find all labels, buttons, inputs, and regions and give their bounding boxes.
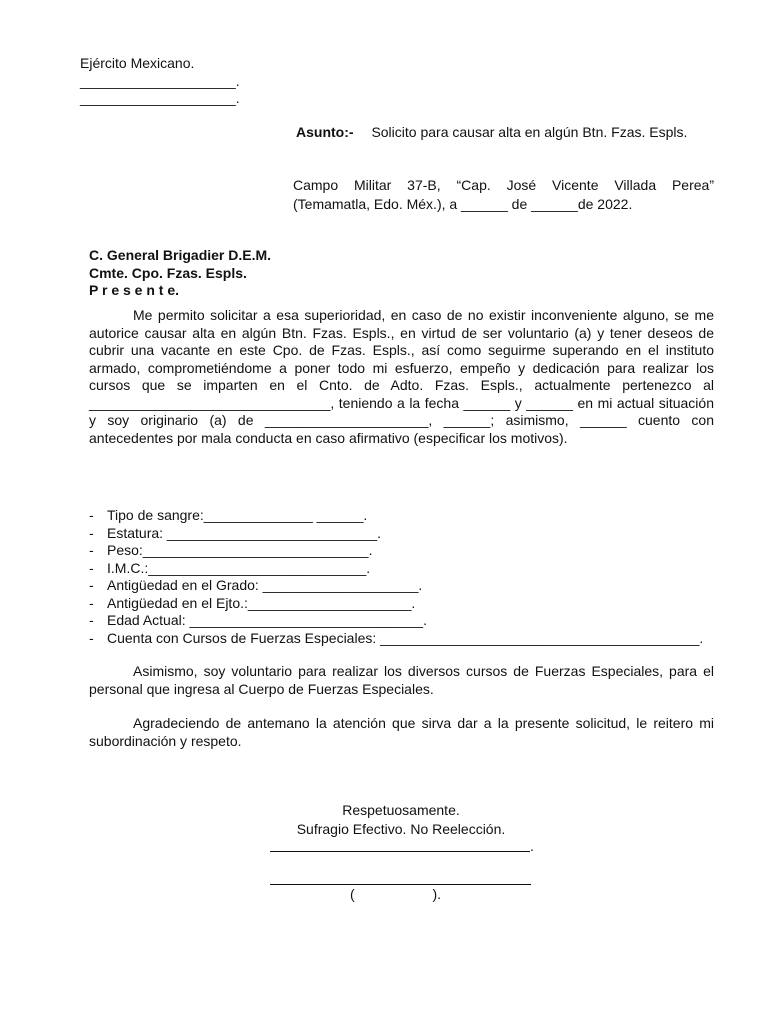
subject-text: Solicito para causar alta en algún Btn. Fzas. Espls. <box>371 124 688 140</box>
addressee-rank: C. General Brigadier D.E.M. <box>89 247 272 263</box>
closing-motto: Sufragio Efectivo. No Reelección. <box>296 821 506 837</box>
list-bullet: - <box>89 559 94 576</box>
addressee-unit: Cmte. Cpo. Fzas. Espls. <box>89 264 247 281</box>
org-name: Ejército Mexicano. <box>80 55 195 71</box>
field-text: Edad Actual: ______________________________. <box>107 612 427 628</box>
subject-line <box>296 124 687 140</box>
name-parentheses: ( ). <box>350 886 442 902</box>
list-bullet: - <box>89 612 94 628</box>
field-item-age <box>89 612 703 630</box>
signature-line-period: . <box>530 838 534 854</box>
list-bullet: - <box>89 542 94 558</box>
field-item-army-seniority <box>89 595 703 613</box>
body-paragraph-3: Agradeciendo de antemano la atención que sirva dar a la presente solicitud, le reitero mi subordinación y respeto. <box>89 715 714 749</box>
list-bullet: - <box>89 577 94 593</box>
field-text: Antigüedad en el Grado: ____________________. <box>107 577 423 593</box>
header-blank-line-1: ____________________. <box>80 72 240 89</box>
list-bullet: - <box>89 594 94 611</box>
field-item-blood-type <box>89 507 703 525</box>
field-text: Peso:_____________________________. <box>107 542 373 558</box>
field-text: Estatura: ___________________________. <box>107 524 382 541</box>
list-bullet: - <box>89 629 94 646</box>
subject-label: Asunto:- <box>296 124 354 140</box>
closing-respectfully: Respetuosamente. <box>342 802 460 818</box>
place-date <box>293 176 714 214</box>
addressee-presente: P r e s e n t e. <box>89 282 180 298</box>
field-item-height <box>89 525 703 543</box>
list-bullet: - <box>89 524 94 541</box>
closing-block <box>230 801 572 839</box>
header-blank-line-2: ____________________. <box>80 90 240 106</box>
field-item-grade-seniority <box>89 577 703 595</box>
field-text: Cuenta con Cursos de Fuerzas Especiales: _________________________________________. <box>107 629 704 646</box>
body-paragraph-2: Asimismo, soy voluntario para realizar los diversos cursos de Fuerzas Especiales, para el personal que ingresa al Cuerpo de Fuerzas Especiales. <box>89 663 714 697</box>
signature-line <box>270 851 530 852</box>
place-line-2: (Temamatla, Edo. Méx.), a ______ de ______de 2022. <box>293 196 633 212</box>
field-item-bmi <box>89 560 703 578</box>
field-item-weight <box>89 542 703 560</box>
body-paragraph-1: Me permito solicitar a esa superioridad, en caso de no existir inconveniente alguno, se me autorice causar alta en algún Btn. Fzas. Espls., en virtud de ser voluntario (a) y tener deseos de cubrir una vacante en este Cpo. de Fzas. Espls., así como seguirme superando en el instituto armado, comprometiéndome a poner todo mi esfuerzo, empeño y dedicación para realizar los cursos que se imparten en el Cnto. de Adto. Fzas. Espls., actualmente pertenezco al _______________________________, teniendo a la fecha ______ y ______ en mi actual situación y soy originario (a) de _____________________, ______; asimismo, ______ cuento con antecedentes por mala conducta en caso afirmativo (especificar los motivos). <box>89 307 714 446</box>
addressee-block <box>89 247 271 300</box>
field-text: I.M.C.:____________________________. <box>107 559 371 576</box>
field-text: Antigüedad en el Ejto.:_____________________. <box>107 594 416 611</box>
field-item-special-forces-courses <box>89 630 703 648</box>
list-bullet: - <box>89 507 94 523</box>
field-text: Tipo de sangre:______________ ______. <box>107 507 368 523</box>
header-block <box>80 55 240 108</box>
place-line-1: Campo Militar 37-B, “Cap. José Vicente Villada Perea” <box>293 177 714 193</box>
name-line <box>270 884 531 885</box>
fields-list <box>89 507 703 647</box>
